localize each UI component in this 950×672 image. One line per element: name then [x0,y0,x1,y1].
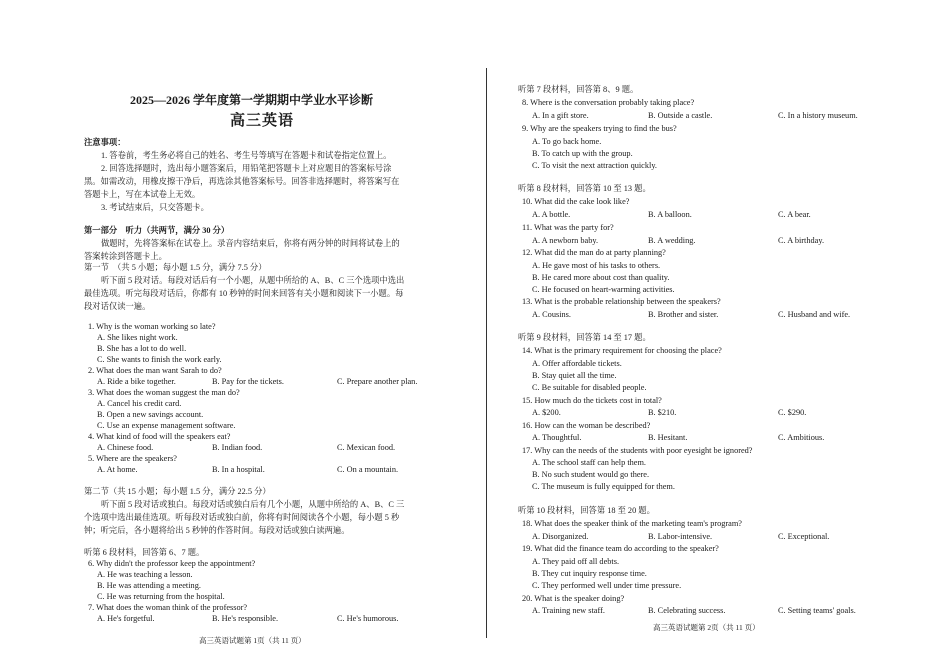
option: A. He's forgetful. [97,614,155,623]
part1-heading: 第一部分 听力（共两节，满分 30 分） [84,226,230,235]
option: C. $290. [778,408,807,417]
section1-heading: 第一节 （共 5 小题；每小题 1.5 分，满分 7.5 分） [84,263,267,272]
option: B. $210. [648,408,677,417]
page-footer: 高三英语试题第 2页（共 11 页） [653,623,760,632]
option: C. Ambitious. [778,433,825,442]
material-heading: 听第 8 段材料，回答第 10 至 13 题。 [518,184,651,193]
option: B. Brother and sister. [648,310,719,319]
question-stem: 11. What was the party for? [522,223,614,232]
option: C. Prepare another plan. [337,377,418,386]
option: B. A wedding. [648,236,696,245]
option: A. Disorganized. [532,532,589,541]
notice-line: 黑。如需改动，用橡皮擦干净后，再选涂其他答案标号。回答非选择题时，将答案写在 [84,177,400,186]
question-stem: 16. How can the woman be described? [522,421,651,430]
option: C. Use an expense management software. [97,421,236,430]
option: B. He was attending a meeting. [97,581,201,590]
question-stem: 9. Why are the speakers trying to find the bus? [522,124,677,133]
option: B. No such student would go there. [532,470,650,479]
option: C. He was returning from the hospital. [97,592,225,601]
question-stem: 14. What is the primary requirement for choosing the place? [522,346,722,355]
option: A. In a gift store. [532,111,589,120]
question-stem: 4. What kind of food will the speakers eat? [88,432,231,441]
question-stem: 2. What does the man want Sarah to do? [88,366,222,375]
option: C. She wants to finish the work early. [97,355,222,364]
question-stem: 8. Where is the conversation probably taking place? [522,98,695,107]
notice-heading: 注意事项： [84,138,126,147]
option: B. She has a lot to do well. [97,344,187,353]
question-stem: 3. What does the woman suggest the man do? [88,388,240,397]
question-stem: 10. What did the cake look like? [522,197,630,206]
column-divider [486,68,487,638]
option: A. He gave most of his tasks to others. [532,261,661,270]
option: C. To visit the next attraction quickly. [532,161,658,170]
part1-intro: 做题时，先将答案标在试卷上。录音内容结束后，你将有两分钟的时间将试卷上的 [101,239,400,248]
question-stem: 13. What is the probable relationship between the speakers? [522,297,721,306]
option: B. In a hospital. [212,465,265,474]
notice-line: 1. 答卷前，考生务必将自己的姓名、考生号等填写在答题卡和试卷指定位置上。 [101,151,392,160]
option: B. He's responsible. [212,614,279,623]
page-footer: 高三英语试题第 1页（共 11 页） [199,636,306,645]
option: C. Mexican food. [337,443,396,452]
option: A. Cancel his credit card. [97,399,182,408]
notice-line: 3. 考试结束后，只交答题卡。 [101,203,209,212]
option: A. She likes night work. [97,333,178,342]
question-stem: 17. Why can the needs of the students with poor eyesight be ignored? [522,446,753,455]
option: C. He focused on heart-warming activities. [532,285,675,294]
option: B. Indian food. [212,443,263,452]
option: A. To go back home. [532,137,602,146]
option: A. At home. [97,465,138,474]
option: B. Hesitant. [648,433,688,442]
option: C. Be suitable for disabled people. [532,383,647,392]
section1-intro: 听下面 5 段对话。每段对话后有一个小题，从题中所给的 A、B、C 三个选项中选出 [101,276,405,285]
material-heading: 听第 10 段材料，回答第 18 至 20 题。 [518,506,655,515]
material-heading: 听第 7 段材料，回答第 8、9 题。 [518,85,639,94]
option: A. Chinese food. [97,443,154,452]
material-heading: 听第 6 段材料，回答第 6、7 题。 [84,548,205,557]
option: C. A birthday. [778,236,825,245]
option: A. They paid off all debts. [532,557,620,566]
section2-intro: 钟；听完后，各小题将给出 5 秒钟的作答时间。每段对话或独白读两遍。 [84,526,350,535]
option: C. On a mountain. [337,465,399,474]
option: A. Training new staff. [532,606,605,615]
option: C. Husband and wife. [778,310,851,319]
option: A. Offer affordable tickets. [532,359,622,368]
option: A. Cousins. [532,310,571,319]
question-stem: 15. How much do the tickets cost in total? [522,396,662,405]
option: C. They performed well under time pressure. [532,581,682,590]
option: B. Open a new savings account. [97,410,204,419]
question-stem: 7. What does the woman think of the professor? [88,603,248,612]
option: A. $200. [532,408,561,417]
section1-intro: 段对话仅读一遍。 [84,302,151,311]
option: B. Stay quiet all the time. [532,371,617,380]
option: A. Ride a bike together. [97,377,176,386]
option: A. A newborn baby. [532,236,599,245]
option: B. They cut inquiry response time. [532,569,647,578]
section2-intro: 个选项中选出最佳选项。听每段对话或独白前，你将有时间阅读各个小题，每小题 5 秒 [84,513,400,522]
option: C. In a history museum. [778,111,858,120]
option: B. Celebrating success. [648,606,726,615]
option: C. Setting teams' goals. [778,606,856,615]
material-heading: 听第 9 段材料，回答第 14 至 17 题。 [518,333,651,342]
option: A. The school staff can help them. [532,458,646,467]
option: C. A bear. [778,210,811,219]
section2-heading: 第二节（共 15 小题；每小题 1.5 分，满分 22.5 分） [84,487,271,496]
option: B. Pay for the tickets. [212,377,284,386]
exam-title: 2025—2026 学年度第一学期期中学业水平诊断 [130,93,374,107]
question-stem: 18. What does the speaker think of the marketing team's program? [522,519,742,528]
question-stem: 20. What is the speaker doing? [522,594,625,603]
question-stem: 5. Where are the speakers? [88,454,177,463]
section2-intro: 听下面 5 段对话或独白。每段对话或独白后有几个小题，从题中所给的 A、B、C 三 [101,500,405,509]
question-stem: 1. Why is the woman working so late? [88,322,216,331]
part1-intro: 答案转涂到答题卡上。 [84,252,167,261]
option: A. Thoughtful. [532,433,582,442]
question-stem: 6. Why didn't the professor keep the appointment? [88,559,256,568]
section1-intro: 最佳选项。听完每段对话后，你都有 10 秒钟的时间来回答有关小题和阅读下一小题。每 [84,289,404,298]
notice-line: 答题卡上，写在本试卷上无效。 [84,190,201,199]
option: C. He's humorous. [337,614,399,623]
option: A. A bottle. [532,210,571,219]
notice-line: 2. 回答选择题时，选出每小题答案后，用铅笔把答题卡上对应题目的答案标号涂 [101,164,392,173]
option: B. Outside a castle. [648,111,713,120]
option: B. Labor-intensive. [648,532,713,541]
option: B. A balloon. [648,210,692,219]
option: B. He cared more about cost than quality. [532,273,670,282]
option: C. Exceptional. [778,532,830,541]
option: C. The museum is fully equipped for them. [532,482,675,491]
exam-subject: 高三英语 [230,113,295,129]
option: A. He was teaching a lesson. [97,570,193,579]
option: B. To catch up with the group. [532,149,633,158]
question-stem: 19. What did the finance team do according to the speaker? [522,544,719,553]
question-stem: 12. What did the man do at party planning? [522,248,666,257]
